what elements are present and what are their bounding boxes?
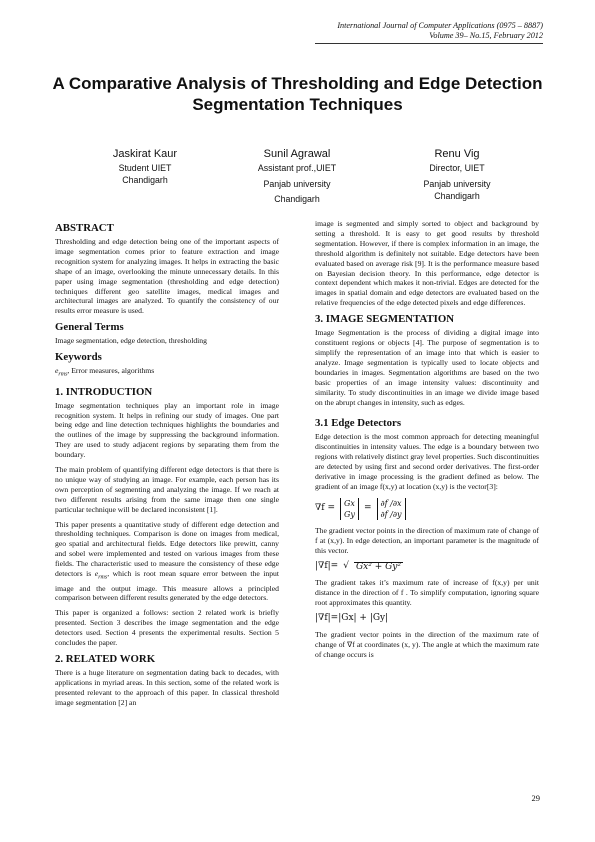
- eq-radicand: Gx² + Gy²: [355, 561, 402, 572]
- edge-detectors-paragraph: The gradient takes it’s maximum rate of increase of f(x,y) per unit distance in the direction of f . To simplify computation, ignoring square root approximates this quantity.: [315, 578, 539, 608]
- author-2: [217, 147, 377, 205]
- intro-text: , which is root mean square error between the input image and the output image. This measure allows a principled comparison between different results generated by the edge detectors.: [55, 569, 279, 603]
- intro-paragraph: The main problem of quantifying different edge detectors is that there is no unique way of studying an image. For example, each person has its own perception of segmenting and analyzing the image. If we reach at two different results arising from the same image then one single particular technique will be declared inconsistent [1].: [55, 465, 279, 514]
- related-work-paragraph: There is a huge literature on segmentation dating back to decades, with applications in myriad areas. In this section, some of the related work is presented relevant to the approach of this paper. In classical threshold image segmentation [2] an: [55, 667, 279, 707]
- author-name: Jaskirat Kaur: [112, 148, 178, 160]
- author-affiliation: Chandigarh: [122, 175, 168, 185]
- image-segmentation-paragraph: Image Segmentation is the process of dividing a digital image into constituent regions or objects [4]. The purpose of segmentation is to simplify the representation of an image into that which is easier to analyze. Image segmentation is typically used to locate objects and boundaries in images. Segmentation algorithms are based on the two basic properties of an image intensity values: discontinuity and similarity. To study discontinuities in an image we divide image based on the abrupt changes in intensity, such as edges.: [315, 328, 539, 407]
- journal-name: International Journal of Computer Applications (0975 – 8887): [337, 21, 543, 30]
- related-work-continued: image is segmented and simply sorted to object and background by setting a threshold. It is easy to get good results by threshold segmentation. However, if there is complex information in an image, the threshold algorithm is definitely not suitable. Edge detectors have been evaluated based on average risk [9]. It is the performance measure based on Bayesian decision theory. In this performance, edge detector is context dependent which makes it non-trivial. Edges are detected for the images in spatial domain and edge detectors are evaluated based on the relative frequencies of the edge detected pixels and edge differences.: [315, 219, 539, 308]
- author-name: Renu Vig: [434, 148, 480, 160]
- abstract-text: Thresholding and edge detection being one of the important aspects of image segmentation comes prior to feature extraction and image recognition system for analyzing images. It helps in extracting the basic shape of an image, overlooking the minute unnecessary details. In this paper using image segmentation (thresholding and edge detection) techniques different geo satellite images, medical images and architectural images are analyzed. To quantify the consistency of our results error measure is used.: [55, 237, 279, 316]
- author-affiliation: Chandigarh: [274, 194, 320, 204]
- intro-heading: 1. INTRODUCTION: [55, 385, 153, 398]
- sqrt-icon: √: [343, 561, 349, 572]
- edge-detectors-paragraph: The gradient vector points in the direction of maximum rate of change of f at (x,y). In edge detection, an important parameter is the magnitude of this vector.: [315, 525, 539, 555]
- author-affiliation: Panjab university: [263, 179, 331, 189]
- journal-header: [337, 21, 543, 41]
- page-number: 29: [531, 793, 540, 803]
- author-3: [377, 147, 537, 202]
- edge-detectors-paragraph: Edge detection is the most common approach for detecting meaningful discontinuities in intensity values. The edge is a boundary between two regions with relatively distinct gray level properties. Such discontinuities are detected by using first and second order derivatives. The first-order derivative in image processing is the gradient defined as below. The gradient of an image f(x,y) at location (x,y) is the vector[3]:: [315, 432, 539, 491]
- gradient-vector-equation: [315, 498, 539, 520]
- image-segmentation-heading: 3. IMAGE SEGMENTATION: [315, 313, 455, 326]
- header-rule: [315, 43, 543, 44]
- eq-sign: =: [363, 502, 372, 513]
- general-terms-text: Image segmentation, edge detection, thresholding: [55, 336, 207, 346]
- eq-text: |∇f|=|Gx| + |Gy|: [315, 613, 389, 624]
- keywords-text: [55, 366, 279, 380]
- paper-title: A Comparative Analysis of Thresholding and Edge Detection Segmentation Techniques: [52, 74, 543, 114]
- matrix-entry: ∂f /∂x: [380, 498, 402, 508]
- eq-lhs: ∇f =: [315, 502, 336, 513]
- edge-detectors-heading: 3.1 Edge Detectors: [315, 417, 402, 430]
- gradient-magnitude-equation: [315, 562, 539, 573]
- intro-paragraph: This paper is organized a follows: section 2 related work is briefly presented. Section 3 describes the image segmentation and the edge detectors used. Section 4 presents the experimental results. Section 5 concludes the paper.: [55, 608, 279, 648]
- matrix-entry: Gy: [344, 509, 355, 519]
- keywords-list: , Error measures, algorithms: [67, 366, 155, 376]
- general-terms-heading: General Terms: [55, 321, 124, 334]
- intro-text: This paper presents a quantitative study of different edge detection and thresholding techniques. Comparison is done on images from medical, geo spatial and architectural fields. Edge detectors like prewitt, canny and sobel were implemented and tested on various images from these fields. The characteristic used to measure the consistency of these edge detectors is: [55, 519, 279, 579]
- left-column: [55, 219, 279, 713]
- right-column: [315, 219, 539, 665]
- author-affiliation: Panjab university: [423, 179, 491, 189]
- author-affiliation: Student UIET: [118, 163, 172, 173]
- author-affiliation: Director, UIET: [429, 163, 485, 173]
- related-work-heading: 2. RELATED WORK: [55, 652, 156, 665]
- erms-symbol: e: [55, 366, 59, 376]
- gradient-approx-equation: [315, 614, 539, 624]
- gradient-matrix: [340, 498, 359, 520]
- abstract-heading: ABSTRACT: [55, 222, 114, 234]
- matrix-entry: Gx: [344, 498, 355, 508]
- keywords-heading: Keywords: [55, 351, 102, 364]
- intro-paragraph: [55, 520, 279, 604]
- journal-volume: Volume 39– No.15, February 2012: [429, 31, 543, 40]
- author-affiliation: Chandigarh: [434, 191, 480, 201]
- erms-subscript: rms: [98, 574, 108, 581]
- partial-derivative-matrix: [377, 498, 406, 520]
- erms-symbol: e: [94, 569, 99, 579]
- matrix-entry: ∂f /∂y: [380, 509, 402, 519]
- eq-lhs: |∇f|=: [315, 561, 339, 572]
- erms-subscript: rms: [58, 371, 68, 378]
- author-1: [65, 147, 225, 186]
- edge-detectors-paragraph: The gradient vector points in the direction of the maximum rate of change of ∇f at coordinates (x, y). The angle at which the maximum rate of change occurs is: [315, 630, 539, 659]
- intro-paragraph: Image segmentation techniques play an important role in image recognition system. It helps in refining our study of images. One part being edge and line detection techniques highlights the boundaries and the outlines of the image by suppressing the background information. They are used to study adjacent regions by separating them from the boundary.: [55, 400, 279, 460]
- author-affiliation: Assistant prof.,UIET: [257, 163, 337, 173]
- author-name: Sunil Agrawal: [263, 148, 331, 160]
